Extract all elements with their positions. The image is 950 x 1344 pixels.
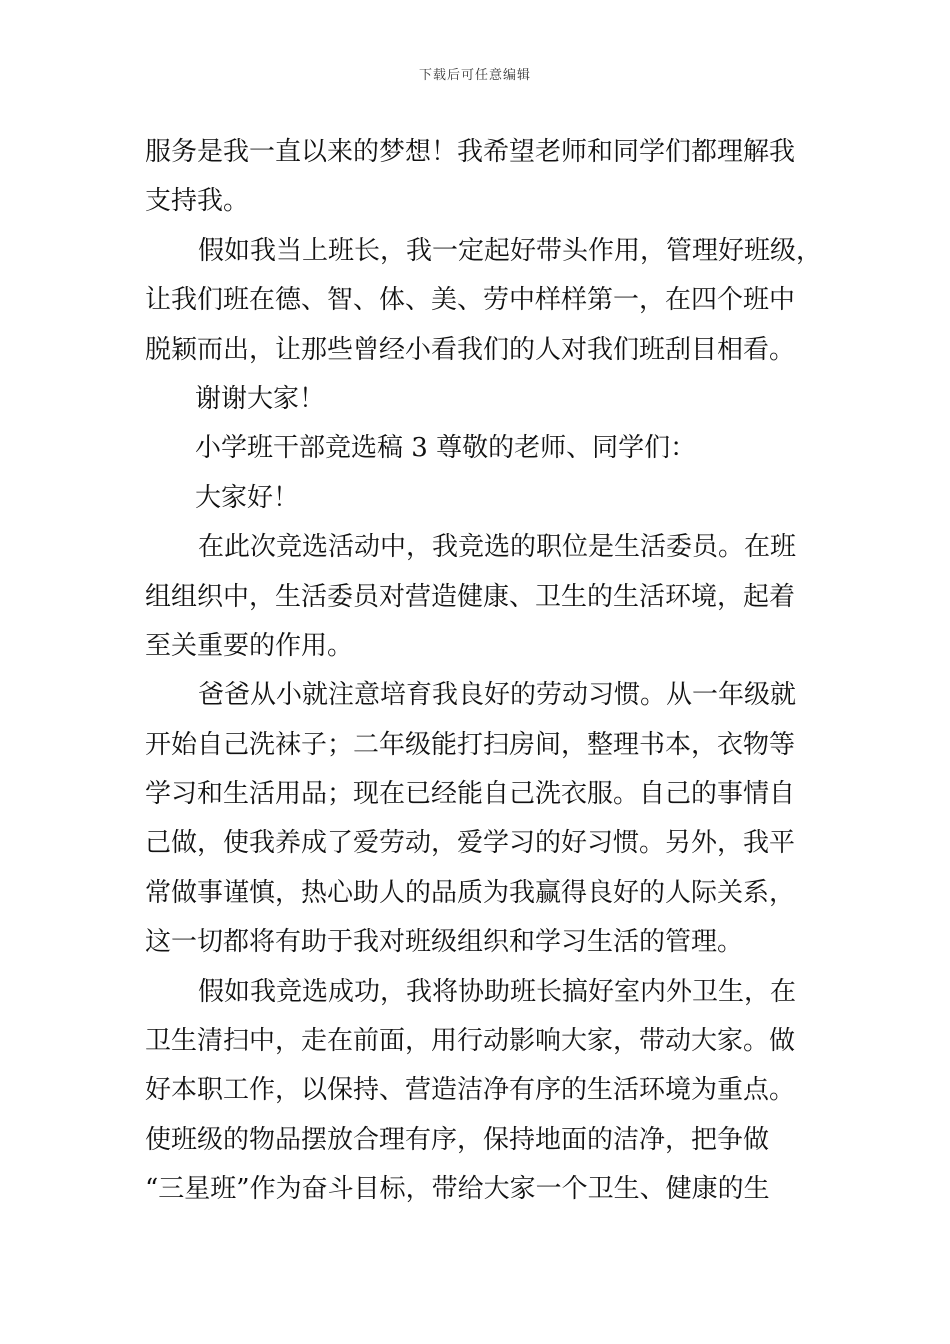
page-header-note: 下载后可任意编辑 bbox=[418, 68, 531, 83]
text-line: 己做，使我养成了爱劳动，爱学习的好习惯。另外，我平 bbox=[145, 828, 796, 859]
text-line: 至关重要的作用。 bbox=[145, 630, 354, 661]
text-line: 让我们班在德、智、体、美、劳中样样第一，在四个班中 bbox=[145, 285, 796, 316]
text-line: “三星班”作为奋斗目标，带给大家一个卫生、健康的生 bbox=[145, 1174, 770, 1205]
text-line: 假如我当上班长，我一定起好带头作用，管理好班级， bbox=[198, 235, 823, 266]
text-line: 好本职工作，以保持、营造洁净有序的生活环境为重点。 bbox=[145, 1075, 796, 1106]
text-line: 学习和生活用品；现在已经能自己洗衣服。自己的事情自 bbox=[145, 779, 796, 810]
text-line: 常做事谨慎，热心助人的品质为我赢得良好的人际关系， bbox=[145, 877, 796, 908]
text-line: 开始自己洗袜子；二年级能打扫房间，整理书本，衣物等 bbox=[145, 729, 796, 760]
text-line: 使班级的物品摆放合理有序，保持地面的洁净，把争做 bbox=[145, 1124, 770, 1155]
text-line: 支持我。 bbox=[145, 186, 250, 217]
text-line: 大家好！ bbox=[195, 482, 300, 513]
text-line: 假如我竞选成功，我将协助班长搞好室内外卫生，在 bbox=[198, 976, 797, 1007]
text-line: 组组织中，生活委员对营造健康、卫生的生活环境，起着 bbox=[145, 581, 796, 612]
text-line: 爸爸从小就注意培育我良好的劳动习惯。从一年级就 bbox=[198, 680, 797, 711]
text-line: 在此次竞选活动中，我竞选的职位是生活委员。在班 bbox=[198, 532, 797, 563]
text-line: 谢谢大家！ bbox=[195, 383, 326, 414]
document-body bbox=[145, 128, 823, 1215]
text-line: 卫生清扫中，走在前面，用行动影响大家，带动大家。做 bbox=[145, 1026, 796, 1057]
text-line: 小学班干部竞选稿 3 尊敬的老师、同学们： bbox=[195, 433, 697, 464]
text-line: 这一切都将有助于我对班级组织和学习生活的管理。 bbox=[145, 927, 744, 958]
text-line: 服务是我一直以来的梦想！我希望老师和同学们都理解我 bbox=[145, 137, 796, 167]
text-line: 脱颖而出，让那些曾经小看我们的人对我们班刮目相看。 bbox=[145, 334, 796, 365]
